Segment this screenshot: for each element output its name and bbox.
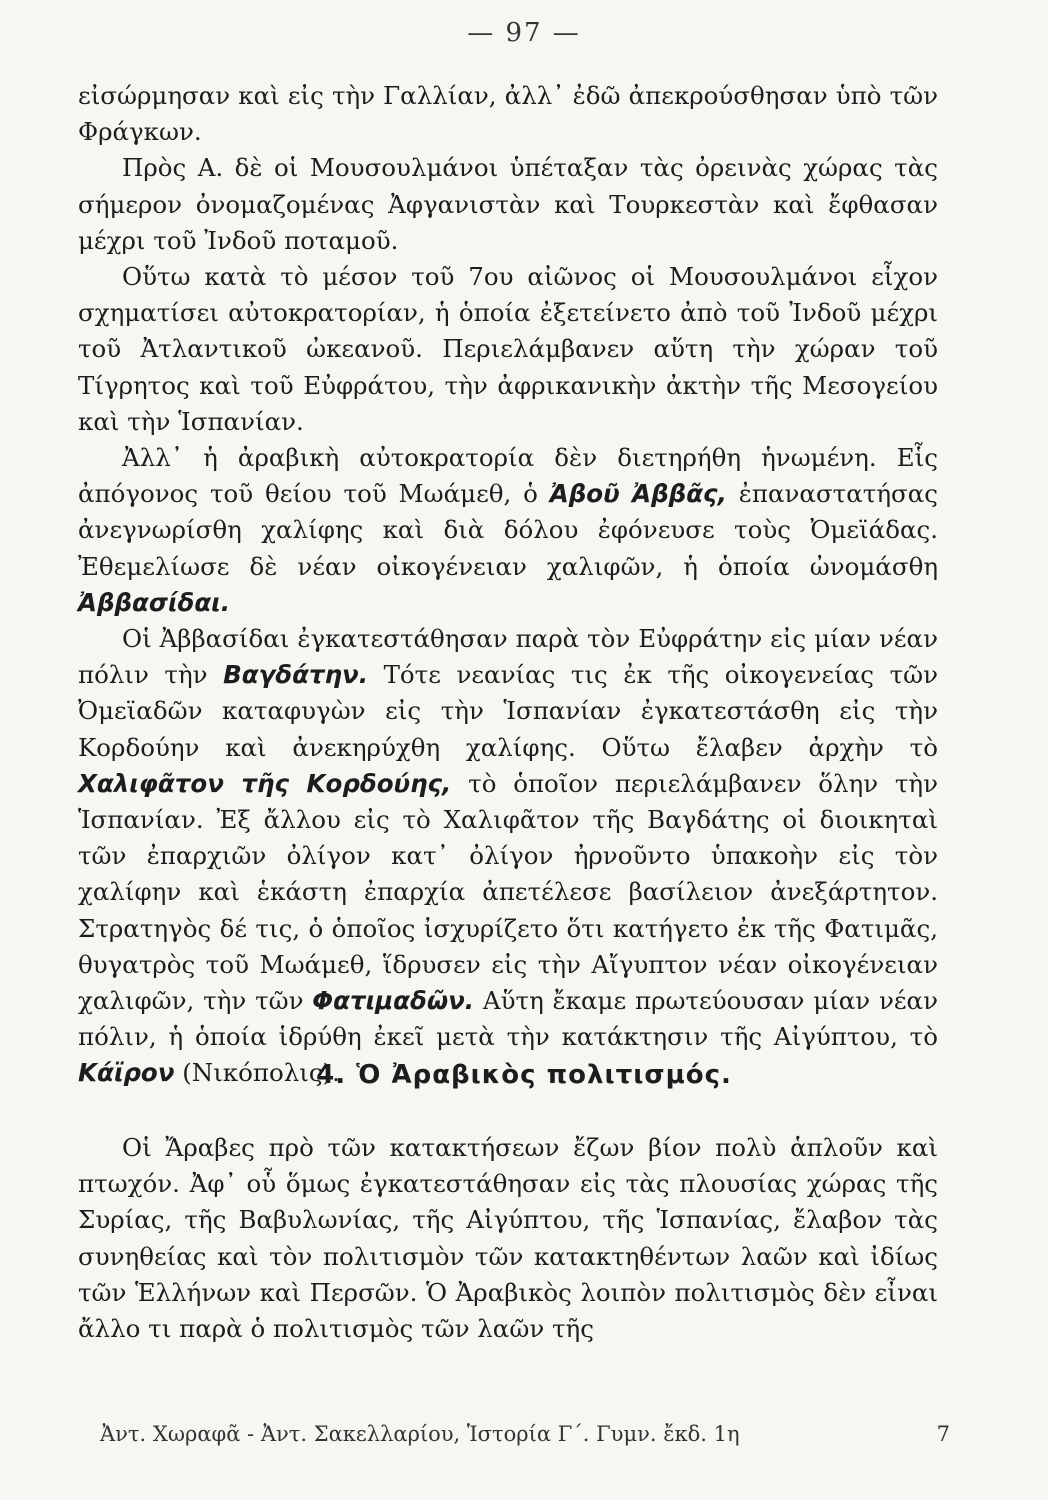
text-run: Πρὸς Α. δὲ οἱ Μουσουλμάνοι ὑπέταξαν τὰς ὀρεινὰς χώρας τὰς σήμερον ὀνομαζομένας Ἀφγανιστὰν καὶ Τουρκεστὰν καὶ ἔφθασαν μέχρι τοῦ Ἰνδοῦ ποταμοῦ.: [78, 153, 938, 255]
section-heading: 4. Ὁ Ἀραβικὸς πολιτισμός.: [316, 1060, 732, 1090]
text-run: ἐπαναστατήσας ἀνεγνωρίσθη χαλίφης καὶ διὰ δόλου ἐφόνευσε τοὺς Ὀμεϊάδας. Ἐθεμελίωσε δὲ νέαν οἰκογένειαν χαλιφῶν, ἡ ὁποία ὠνομάσθη: [78, 479, 938, 581]
text-run: τὸ ὁποῖον περιελάμβανεν ὅλην τὴν Ἱσπανίαν. Ἐξ ἄλλου εἰς τὸ Χαλιφᾶτον τῆς Βαγδάτης οἱ διοικηταὶ τῶν ἐπαρχιῶν ὀλίγον κατ᾽ ὀλίγον ἠρνοῦντο ὑπακοὴν εἰς τὸν χαλίφην καὶ ἑκάστη ἐπαρχία ἀπετέλεσε βασίλειον ἀνεξάρτητον. Στρατηγὸς δέ τις, ὁ ὁποῖος ἰσχυρίζετο ὅτι κατήγετο ἐκ τῆς Φατιμᾶς, θυγατρὸς τοῦ Μωάμεθ, ἵδρυσεν εἰς τὴν Αἴγυπτον νέαν οἰκογένειαν χαλιφῶν, τὴν τῶν: [78, 768, 938, 1016]
section-body-text: [78, 1130, 938, 1347]
paragraph: [78, 440, 938, 621]
body-text: [78, 78, 938, 1092]
text-run: Οἱ Ἀββασίδαι ἐγκατεστάθησαν παρὰ τὸν Εὐφράτην εἰς μίαν νέαν πόλιν τὴν: [78, 624, 938, 690]
paragraph: [78, 621, 938, 1092]
footer-citation: Ἀντ. Χωραφᾶ - Ἀντ. Σακελλαρίου, Ἱστορία Γ΄. Γυμν. ἔκδ. 1η: [100, 1422, 740, 1446]
paragraph: [78, 1130, 938, 1347]
emphasized-term: Ἀβοῦ Ἀββᾶς,: [549, 479, 727, 509]
page-number: — 97 —: [467, 18, 581, 48]
text-run: Οὕτω κατὰ τὸ μέσον τοῦ 7ου αἰῶνος οἱ Μουσουλμάνοι εἶχον σχηματίσει αὐτοκρατορίαν, ἡ ὁποία ἐξετείνετο ἀπὸ τοῦ Ἰνδοῦ μέχρι τοῦ Ἀτλαντικοῦ ὠκεανοῦ. Περιελάμβανεν αὕτη τὴν χώραν τοῦ Τίγρητος καὶ τοῦ Εὐφράτου, τὴν ἀφρικανικὴν ἀκτὴν τῆς Μεσογείου καὶ τὴν Ἱσπανίαν.: [78, 262, 938, 436]
emphasized-term: Κάϊρον: [78, 1058, 175, 1088]
emphasized-term: Χαλιφᾶτον τῆς Κορδούης,: [78, 768, 452, 798]
emphasized-term: Φατιμαδῶν.: [312, 986, 475, 1016]
footer: [100, 1422, 950, 1446]
text-run: Τότε νεανίας τις ἐκ τῆς οἰκογενείας τῶν Ὀμεϊαδῶν καταφυγὼν εἰς τὴν Ἱσπανίαν ἐγκατεστάσθη εἰς τὴν Κορδούην καὶ ἀνεκηρύχθη χαλίφης. Οὕτω ἔλαβεν ἀρχὴν τὸ: [78, 660, 938, 762]
text-run: Αὕτη ἔκαμε πρωτεύουσαν μίαν νέαν πόλιν, ἡ ὁποία ἱδρύθη ἐκεῖ μετὰ τὴν κατάκτησιν τῆς Αἰγύπτου, τὸ: [78, 986, 938, 1052]
text-run: Οἱ Ἄραβες πρὸ τῶν κατακτήσεων ἔζων βίον πολὺ ἁπλοῦν καὶ πτωχόν. Ἀφ᾽ οὗ ὅμως ἐγκατεστάθησαν εἰς τὰς πλουσίας χώρας τῆς Συρίας, τῆς Βαβυλωνίας, τῆς Αἰγύπτου, τῆς Ἱσπανίας, ἔλαβον τὰς συνηθείας καὶ τὸν πολιτισμὸν τῶν κατακτηθέντων λαῶν καὶ ἰδίως τῶν Ἑλλήνων καὶ Περσῶν. Ὁ Ἀραβικὸς λοιπὸν πολιτισμὸς δὲν εἶναι ἄλλο τι παρὰ ὁ πολιτισμὸς τῶν λαῶν τῆς: [78, 1133, 938, 1344]
emphasized-term: Βαγδάτην.: [223, 660, 369, 690]
emphasized-term: Ἀββασίδαι.: [78, 587, 231, 617]
paragraph: [78, 259, 938, 440]
text-run: Ἀλλ᾽ ἡ ἀραβικὴ αὐτοκρατορία δὲν διετηρήθη ἡνωμένη. Εἷς ἀπόγονος τοῦ θείου τοῦ Μωάμεθ, ὁ: [78, 443, 938, 509]
text-run: (Νικόπολις).: [174, 1058, 340, 1088]
paragraph: [78, 150, 938, 259]
text-run: εἰσώρμησαν καὶ εἰς τὴν Γαλλίαν, ἀλλ᾽ ἐδῶ ἀπεκρούσθησαν ὑπὸ τῶν Φράγκων.: [78, 81, 938, 147]
printer-signature: 7: [936, 1422, 950, 1446]
paragraph: [78, 78, 938, 150]
